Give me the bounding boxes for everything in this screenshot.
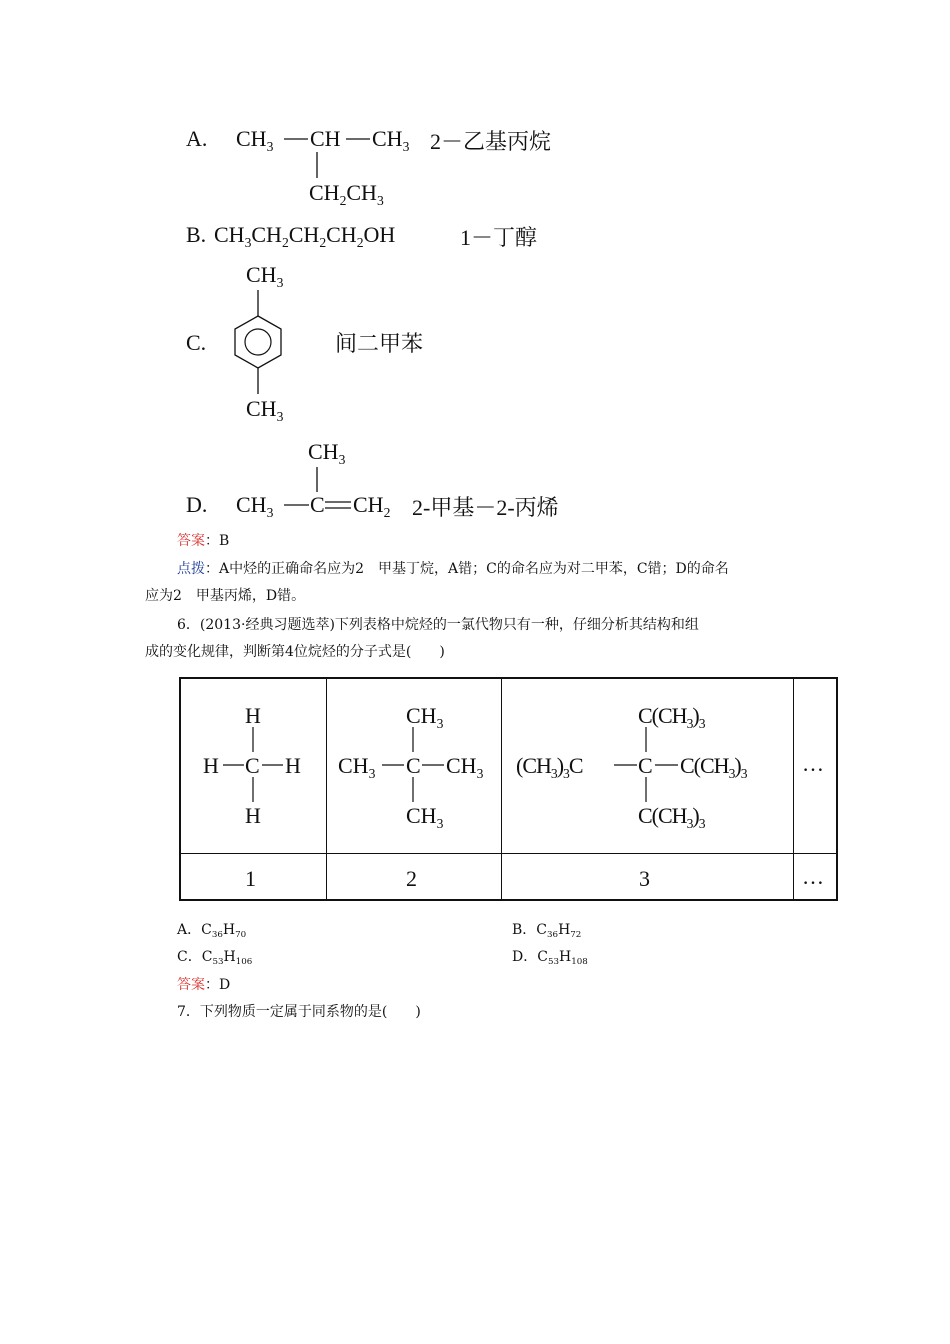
option-a-ch: CH (310, 126, 341, 151)
mol2-right: $CH_3$ (446, 753, 484, 781)
mol3-left: $(CH_3)_3C$ (516, 753, 583, 781)
choice-6-d: D．$C_{53}H_{108}$ (512, 949, 588, 968)
answer-5: 答案：B (177, 533, 230, 549)
mol3-center-c: C (638, 753, 653, 778)
mol3-right: $C(CH_3)_3$ (680, 753, 747, 781)
option-d-c: C (310, 492, 325, 517)
option-d-ch3: $CH_3$ (236, 492, 274, 520)
option-c-label: C. (186, 330, 207, 355)
mol3-top: $C(CH_3)_3$ (638, 703, 705, 731)
table-number-1: 1 (245, 866, 256, 891)
mol1-center-c: C (245, 753, 260, 778)
option-a-ch3-right: $CH_3$ (372, 126, 410, 154)
hint-line-1: 点拨：A中烃的正确命名应为2 甲基丁烷，A错；C的命名应为对二甲苯，C错；D的命名 (177, 561, 729, 577)
benzene-ring (235, 316, 281, 368)
option-c-name: 间二甲苯 (335, 331, 424, 356)
choice-6-a: A．$C_{36}H_{70}$ (177, 922, 247, 941)
option-c-top-group: $CH_3$ (246, 262, 284, 290)
option-c-bottom-group: $CH_3$ (246, 396, 284, 424)
option-d-label: D. (186, 492, 208, 517)
choice-6-b: B．$C_{36}H_{72}$ (512, 922, 582, 941)
question-6-line-1: 6．(2013·经典习题选萃)下列表格中烷烃的一氯代物只有一种，仔细分析其结构和组 (177, 617, 699, 633)
table-number-3: 3 (639, 866, 650, 891)
option-a-label: A. (186, 126, 208, 151)
mol2-left: $CH_3$ (338, 753, 376, 781)
option-b-name: 1－丁醇 (460, 225, 538, 250)
mol3-bottom: $C(CH_3)_3$ (638, 803, 705, 831)
mol2-center-c: C (406, 753, 421, 778)
option-d-top-group: $CH_3$ (308, 439, 346, 467)
option-d-ch2: $CH_2$ (353, 492, 391, 520)
mol2-top: $CH_3$ (406, 703, 444, 731)
table-number-2: 2 (406, 866, 417, 891)
table-number-ellipsis: … (802, 864, 824, 889)
table-ellipsis: … (802, 751, 824, 776)
hint-line-2: 应为2 甲基丙烯，D错。 (145, 588, 306, 604)
answer-6: 答案：D (177, 977, 231, 993)
benzene-circle (245, 329, 271, 355)
option-a-name: 2－乙基丙烷 (430, 129, 552, 154)
alkane-table (179, 677, 838, 901)
question-7: 7．下列物质一定属于同系物的是( ) (177, 1004, 421, 1020)
mol2-bottom: $CH_3$ (406, 803, 444, 831)
mol1-top-h: H (245, 703, 261, 728)
option-d-name: 2-甲基－2-丙烯 (412, 495, 559, 520)
option-a-branch: $CH_2CH_3$ (309, 180, 384, 208)
mol1-left-h: H (203, 753, 219, 778)
option-a-ch3-left: $CH_3$ (236, 126, 274, 154)
mol1-right-h: H (285, 753, 301, 778)
option-b-formula: $CH_3CH_2CH_2CH_2OH$ (214, 222, 396, 250)
question-6-line-2: 成的变化规律，判断第4位烷烃的分子式是( ) (145, 644, 445, 660)
choice-6-c: C．$C_{53}H_{106}$ (177, 949, 253, 968)
mol1-bottom-h: H (245, 803, 261, 828)
option-b-label: B. (186, 222, 207, 247)
